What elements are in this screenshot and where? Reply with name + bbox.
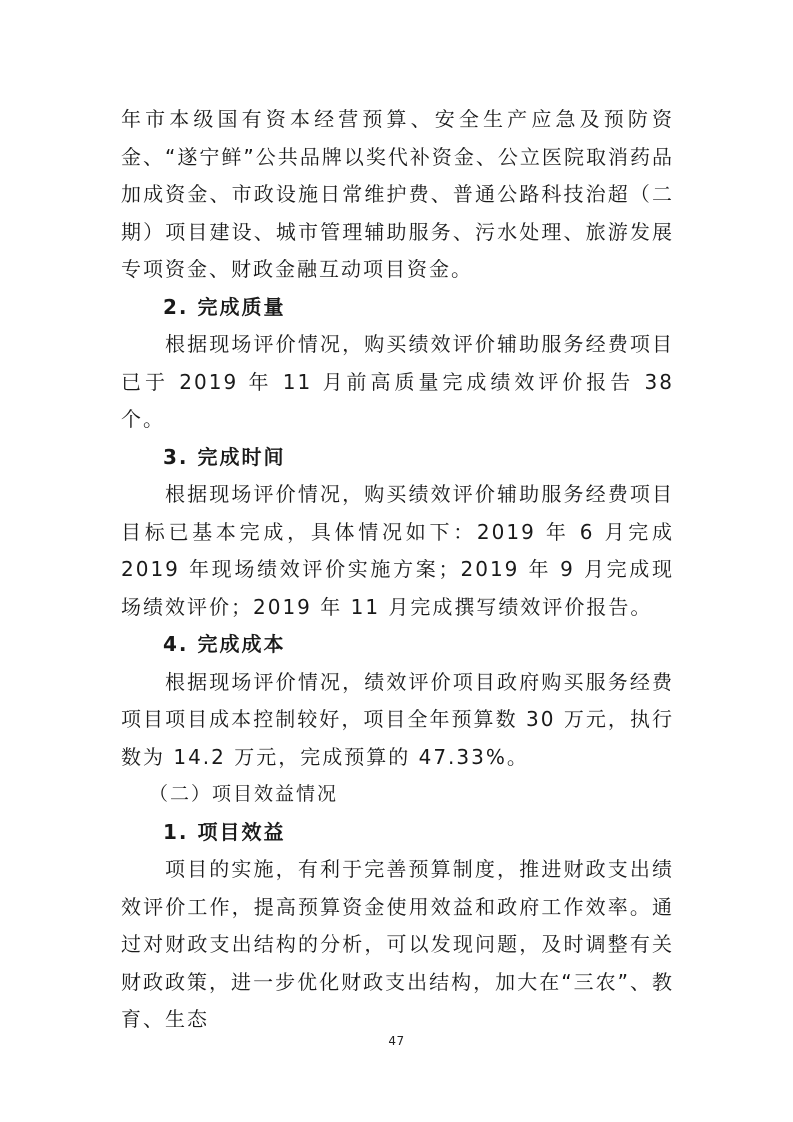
body-paragraph: 项目的实施，有利于完善预算制度，推进财政支出绩效评价工作，提高预算资金使用效益和政府工作效率。通过对财政支出结构的分析，可以发现问题，及时调整有关财政政策，进一步优化财政支出结构，加大在“三农”、教育、生态 (121, 857, 674, 1031)
section-heading-completion-quality: 2. 完成质量 (163, 294, 286, 319)
section-subheading-project-benefits: （二）项目效益情况 (149, 783, 339, 805)
section-heading-project-benefit: 1. 项目效益 (163, 819, 286, 844)
body-paragraph: 根据现场评价情况，购买绩效评价辅助服务经费项目已于 2019 年 11 月前高质量完成绩效评价报告 38 个。 (121, 332, 674, 431)
page-number: 47 (388, 1034, 405, 1048)
body-paragraph-continued: 年市本级国有资本经营预算、安全生产应急及预防资金、“遂宁鲜”公共品牌以奖代补资金、公立医院取消药品加成资金、市政设施日常维护费、普通公路科技治超（二期）项目建设、城市管理辅助服务、污水处理、旅游发展专项资金、财政金融互动项目资金。 (121, 107, 674, 281)
section-heading-completion-time: 3. 完成时间 (163, 444, 286, 469)
section-heading-completion-cost: 4. 完成成本 (163, 632, 286, 656)
page-content (121, 101, 674, 1039)
body-paragraph: 根据现场评价情况，购买绩效评价辅助服务经费项目目标已基本完成，具体情况如下：2019 年 6 月完成 2019 年现场绩效评价实施方案；2019 年 9 月完成现场绩效评价；2019 年 11 月完成撰写绩效评价报告。 (121, 482, 674, 619)
body-paragraph: 根据现场评价情况，绩效评价项目政府购买服务经费项目项目成本控制较好，项目全年预算数 30 万元，执行数为 14.2 万元，完成预算的 47.33%。 (121, 669, 674, 769)
